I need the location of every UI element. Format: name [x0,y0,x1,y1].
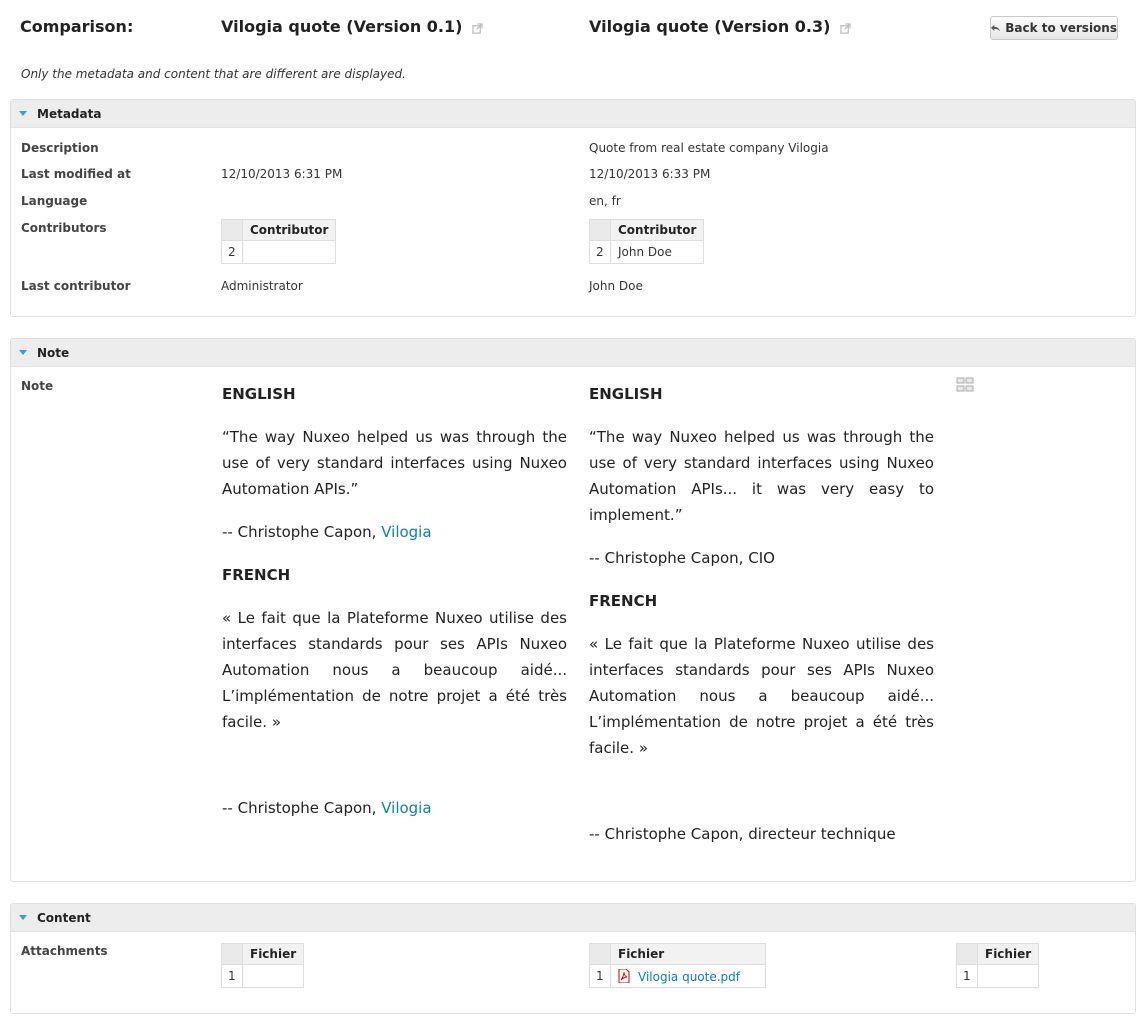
left-attachments-table [221,943,304,988]
french-heading: FRENCH [222,566,291,584]
left-contributors-table [221,219,336,264]
external-link-icon[interactable] [472,23,483,34]
attribution-text: -- Christophe Capon, [222,523,382,541]
right-attachments-table [956,943,1039,988]
table-row [590,965,766,988]
left-last-contributor-value: Administrator [221,279,303,293]
contributor-cell: John Doe [611,241,704,264]
right-note-content [589,381,934,864]
contributor-cell [243,241,336,264]
description-label: Description [21,141,99,155]
contributors-label: Contributors [21,221,107,235]
last-contributor-label: Last contributor [21,279,131,293]
metadata-panel [10,99,1136,317]
french-heading: FRENCH [589,592,658,610]
english-quote: “The way Nuxeo helped us was through the use of very standard interfaces using Nuxeo Automation APIs... it was very easy to implement.” [589,428,934,524]
back-arrow-icon [991,23,1000,34]
french-attribution: -- Christophe Capon, directeur technique [589,825,896,843]
note-panel-title: Note [37,345,70,360]
right-description-value: Quote from real estate company Vilogia [589,141,829,155]
left-last-modified-value: 12/10/2013 6:31 PM [221,167,343,181]
note-label: Note [21,379,54,393]
collapse-triangle-icon [19,915,27,920]
row-number: 2 [222,241,243,264]
metadata-panel-header[interactable] [11,100,1135,128]
content-panel-header[interactable] [11,904,1135,932]
english-attribution [222,519,567,545]
table-header-index [222,944,243,965]
attachments-label: Attachments [21,944,108,958]
left-version-title [221,17,483,36]
note-panel-header[interactable] [11,339,1135,367]
left-version-title-text: Vilogia quote (Version 0.1) [221,17,463,36]
right-language-value: en, fr [589,194,621,208]
left-note-content [222,381,567,838]
row-number: 1 [590,965,611,988]
note-panel [10,338,1136,882]
row-number: 1 [222,965,243,988]
collapse-triangle-icon [19,111,27,116]
attribution-text: -- Christophe Capon, [222,799,382,817]
comparison-label: Comparison: [20,17,134,36]
file-header: Fichier [978,944,1039,965]
table-row [590,241,704,264]
file-cell [611,965,766,988]
right-last-modified-value: 12/10/2013 6:33 PM [589,167,711,181]
table-row [957,965,1039,988]
content-panel [10,903,1136,1014]
french-quote: « Le fait que la Plateforme Nuxeo utilise des interfaces standards pour ses APIs Nuxeo Automation nous a beaucoup aidé... L’implémentation de notre projet a été très facile. » [222,609,567,731]
table-header-index [590,944,611,965]
content-panel-title: Content [37,910,91,925]
right-version-title [589,17,851,36]
table-header-index [590,220,611,241]
table-header-index [957,944,978,965]
vilogia-link[interactable]: Vilogia [381,523,432,541]
english-heading: ENGLISH [589,385,663,403]
back-to-versions-label: Back to versions [1005,21,1117,35]
row-number: 2 [590,241,611,264]
french-quote: « Le fait que la Plateforme Nuxeo utilise des interfaces standards pour ses APIs Nuxeo Automation nous a beaucoup aidé... L’implémentation de notre projet a été très facile. » [589,635,934,757]
file-header: Fichier [243,944,304,965]
middle-attachments-table [589,943,766,988]
file-header: Fichier [611,944,766,965]
contributor-header: Contributor [243,220,336,241]
vilogia-link[interactable]: Vilogia [381,799,432,817]
right-last-contributor-value: John Doe [589,279,643,293]
metadata-panel-title: Metadata [37,106,102,121]
table-row [222,965,304,988]
row-number: 1 [957,965,978,988]
contributor-header: Contributor [611,220,704,241]
pdf-attachment-link[interactable]: Vilogia quote.pdf [638,969,740,984]
table-header-index [222,220,243,241]
table-row [222,241,336,264]
english-attribution: -- Christophe Capon, CIO [589,549,775,567]
external-link-icon[interactable] [840,23,851,34]
back-to-versions-button[interactable] [990,16,1118,40]
file-cell [978,965,1039,988]
english-heading: ENGLISH [222,385,296,403]
last-modified-label: Last modified at [21,167,131,181]
file-cell [243,965,304,988]
collapse-triangle-icon [19,350,27,355]
diff-subtitle: Only the metadata and content that are different are displayed. [21,67,406,81]
language-label: Language [21,194,88,208]
french-attribution [222,795,567,821]
right-version-title-text: Vilogia quote (Version 0.3) [589,17,831,36]
pdf-file-icon [618,969,630,983]
right-contributors-table [589,219,704,264]
english-quote: “The way Nuxeo helped us was through the use of very standard interfaces using Nuxeo Automation APIs.” [222,428,567,498]
show-diff-icon[interactable] [956,377,974,393]
